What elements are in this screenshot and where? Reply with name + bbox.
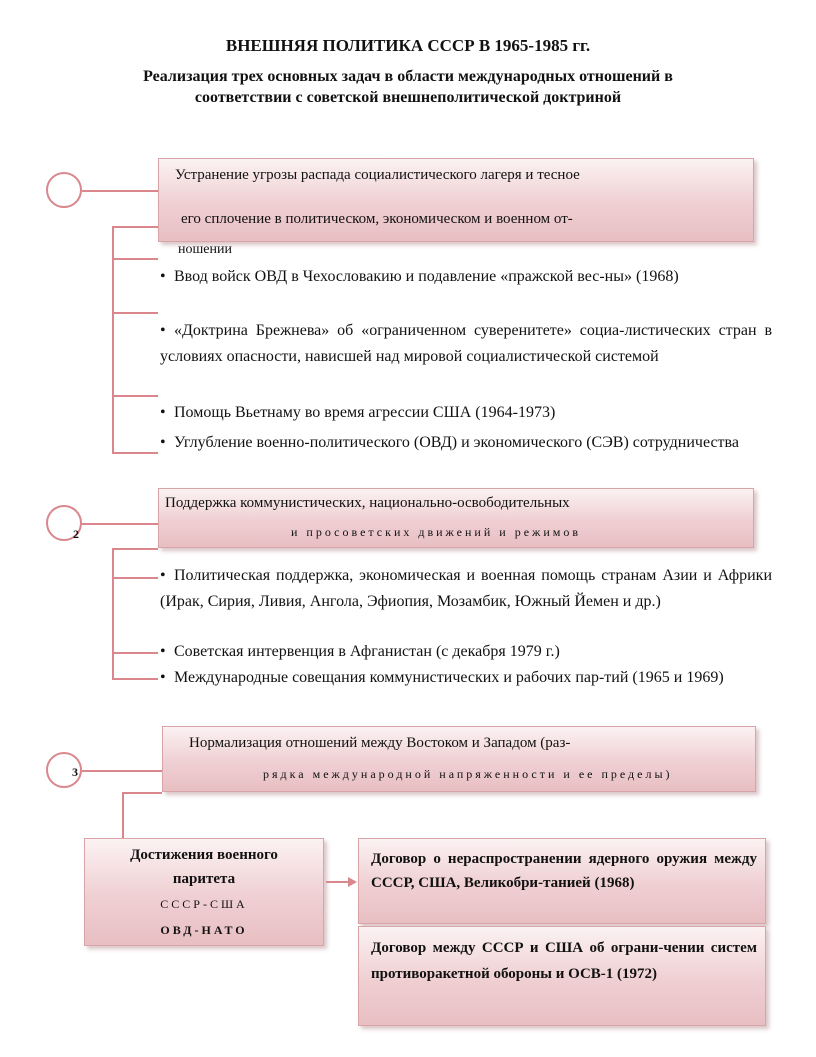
task-1-item-1 [160,264,772,316]
task-2-bracket-top [112,548,158,550]
task-1-item-2-text: «Доктрина Брежнева» об «ограниченном суверенитете» социа-листических стран в условиях опасности, нависшей над мировой социалистической системой [160,322,772,365]
bullet-icon: • [160,669,166,686]
task-1-bracket-vertical [112,226,114,453]
parity-box [84,838,324,946]
treaty-box-1 [358,838,766,924]
task-1-bracket-tick-2 [112,312,158,314]
treaty-1-text: Договор о нераспространении ядерного оружия между СССР, США, Великобри-танией (1968) [371,851,757,891]
treaty-arrow-line [326,881,350,883]
task-3-down-connector-top [122,792,162,794]
bullet-icon: • [160,434,166,451]
task-3-heading-box [162,726,756,792]
task-1-heading-line1: Устранение угрозы распада социалистического лагеря и тесное [175,167,580,183]
treaty-2-text: Договор между СССР и США об ограни-чении систем противоракетной обороны и ОСВ-1 (1972) [371,940,757,982]
task-2-heading-box [158,488,754,548]
task-2-bracket-tick-3 [112,678,158,680]
task-1-bracket-tick-3 [112,395,158,397]
task-1-item-2 [160,318,772,396]
task-2-bracket-tick-1 [112,577,158,579]
bullet-icon: • [160,322,166,339]
task-1-heading-box [158,158,754,242]
bullet-icon: • [160,643,166,660]
task-1-item-3 [160,400,772,426]
page-title: ВНЕШНЯЯ ПОЛИТИКА СССР В 1965-1985 гг. [225,36,591,55]
task-2-item-1 [160,563,772,641]
task-3-heading-line2: рядка международной напряженности и ее пределы) [263,767,673,781]
task-3-heading-line1: Нормализация отношений между Востоком и Западом (раз- [189,735,571,751]
task-1-bracket-top [112,226,158,228]
task-1-connector [82,190,160,192]
task-2-heading-line2: и просоветских движений и режимов [291,525,581,539]
task-2-bracket-vertical [112,548,114,679]
task-2-item-2-text: Советская интервенция в Афганистан (с декабря 1979 г.) [174,643,560,660]
task-1-number-circle [46,172,82,208]
task-1-item-4-text: Углубление военно-политического (ОВД) и экономического (СЭВ) сотрудничества [174,434,739,451]
parity-line1: Достижения военного [130,847,278,863]
task-1-item-4 [160,430,772,482]
task-2-heading-line1: Поддержка коммунистических, национально-освободительных [165,495,570,511]
task-2-item-3-text: Международные совещания коммунистических и рабочих пар-тий (1965 и 1969) [174,669,724,686]
parity-line4: ОВД-НАТО [160,923,248,937]
task-1-heading-line3: ношении [178,242,232,257]
task-1-bracket-tick-1 [112,258,158,260]
bullet-icon: • [160,268,166,285]
bullet-icon: • [160,567,166,584]
treaty-box-2 [358,926,766,1026]
task-1-item-3-text: Помощь Вьетнаму во время агрессии США (1964-1973) [174,404,556,421]
task-3-number: 3 [72,765,78,779]
task-2-bracket-tick-2 [112,652,158,654]
task-2-item-1-text: Политическая поддержка, экономическая и военная помощь странам Азии и Африки (Ирак, Сирия, Ливия, Ангола, Эфиопия, Мозамбик, Южный Йемен и др.) [160,567,772,610]
page-subtitle: Реализация трех основных задач в области международных отношений в соответствии с советской внешнеполитической доктриной [143,68,673,106]
parity-line2: паритета [172,871,236,887]
bullet-icon: • [160,404,166,421]
task-1-bracket-tick-4 [112,452,158,454]
task-2-connector [82,523,160,525]
task-3-down-connector [122,792,124,838]
task-2-item-2 [160,639,772,665]
task-2-item-3 [160,665,772,717]
arrow-right-icon [348,877,357,887]
task-2-number: 2 [73,527,79,541]
task-1-item-1-text: Ввод войск ОВД в Чехословакию и подавление «пражской вес-ны» (1968) [174,268,679,285]
task-1-heading-line2: его сплочение в политическом, экономическом и военном от- [181,211,573,227]
task-3-connector [82,770,162,772]
parity-line3: СССР-США [160,897,248,911]
